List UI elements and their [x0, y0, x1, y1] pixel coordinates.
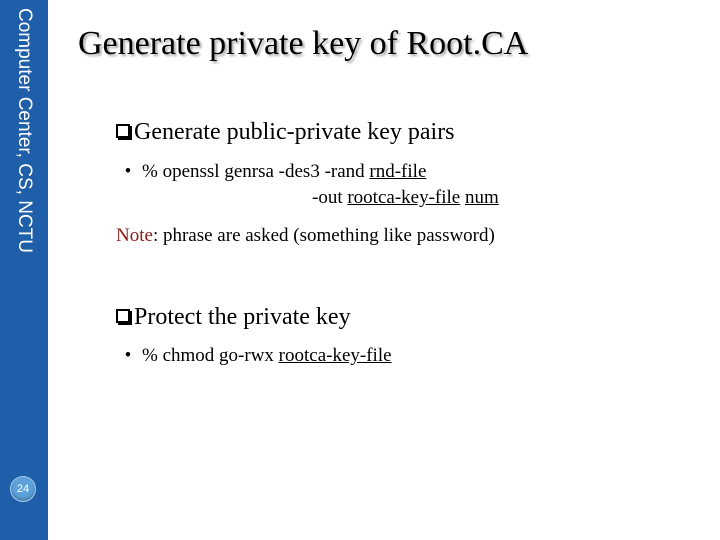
command-prefix: % chmod go-rwx [142, 345, 279, 366]
rnd-file-arg: rnd-file [369, 161, 427, 182]
square-bullet-icon [116, 309, 130, 323]
bullet-generate-key-pairs [116, 117, 455, 147]
rootca-key-file-arg: rootca-key-file [347, 187, 461, 208]
square-bullet-icon [116, 124, 130, 138]
continuation-prefix: -out [312, 187, 348, 208]
rootca-key-file-arg: rootca-key-file [278, 345, 392, 366]
dot-bullet-icon: • [124, 161, 132, 182]
note-line [116, 224, 495, 248]
note-text: : phrase are asked (something like password) [152, 225, 495, 246]
chmod-command-line [114, 344, 392, 368]
openssl-command-continuation [312, 186, 499, 210]
bullet-text: Generate public-private key pairs [134, 119, 455, 145]
sidebar [0, 0, 48, 540]
bullet-protect-private-key [116, 302, 351, 332]
page-number-badge: 24 [10, 476, 36, 502]
slide-title: Generate private key of Root.CA [78, 25, 529, 62]
note-label: Note [116, 225, 153, 246]
num-arg: num [465, 187, 499, 208]
sidebar-vertical-text: Computer Center, CS, NCTU [14, 8, 35, 253]
openssl-command-line [114, 160, 426, 184]
command-prefix: % openssl genrsa -des3 -rand [142, 161, 370, 182]
bullet-text: Protect the private key [134, 304, 351, 330]
dot-bullet-icon: • [124, 345, 132, 366]
